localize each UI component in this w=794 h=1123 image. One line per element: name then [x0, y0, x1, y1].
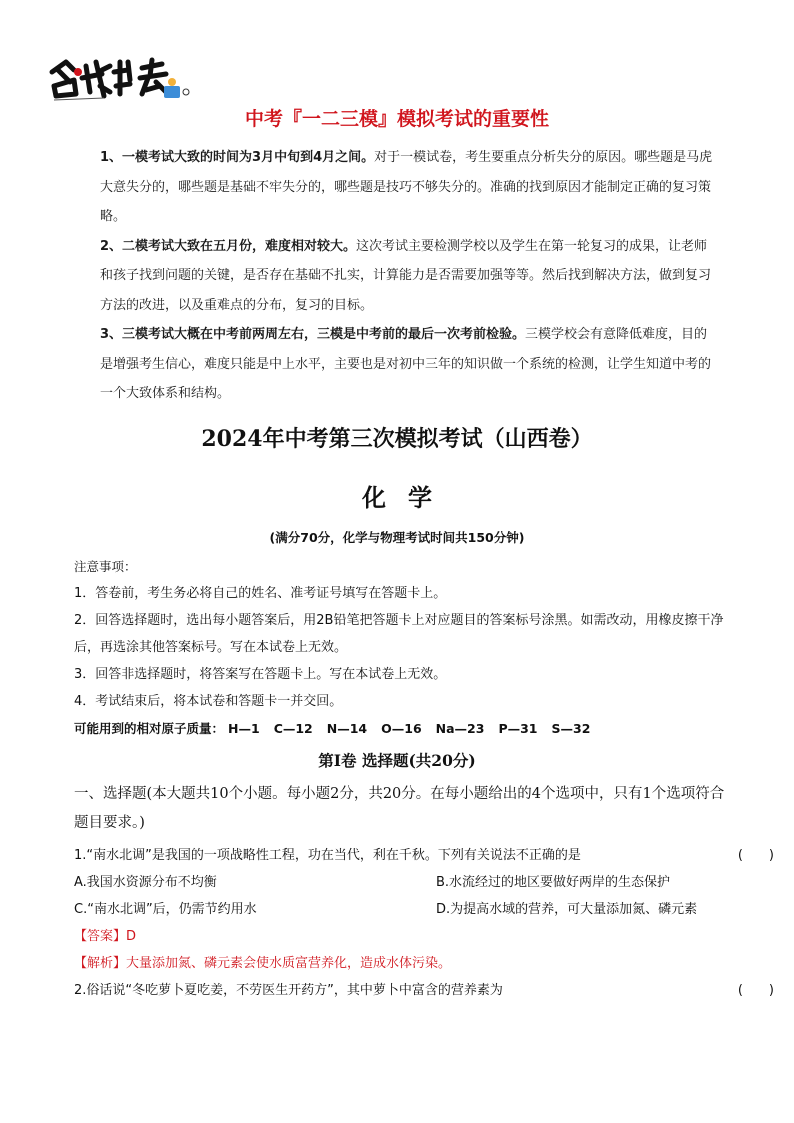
exam-info: (满分70分，化学与物理考试时间共150分钟) — [269, 530, 525, 545]
intro-title: 中考『一二三模』模拟考试的重要性 — [244, 108, 549, 130]
option-d: D.为提高水域的营养，可大量添加氮、磷元素 — [436, 902, 698, 917]
answer-value: D — [126, 929, 137, 944]
atomic-mass-line — [74, 715, 724, 742]
section-intro-text: 一、选择题(本大题共10个小题。每小题2分，共20分。在每小题给出的4个选项中，只有1个选项符合题目要求。) — [74, 786, 725, 831]
notes-heading: 注意事项： — [74, 559, 137, 574]
question-1-answer — [74, 923, 774, 950]
question-2-text: 2.俗话说“冬吃萝卜夏吃姜，不劳医生开药方”，其中萝卜中富含的营养素为 — [74, 983, 503, 998]
atomic-mass-s: S—32 — [551, 721, 591, 736]
notes-section — [74, 553, 724, 742]
intro-p2-bold: 2、二模考试大致在五月份，难度相对较大。 — [100, 238, 357, 254]
atomic-mass-h: H—1 — [228, 721, 260, 736]
intro-p1-text: 对于一模试卷，考生要重点分析失分的原因。哪些题是马虎大意失分的，哪些题是基础不牢失分的，哪些题是技巧不够失分的。准确的找到原因才能制定正确的复习策略。 — [100, 150, 713, 224]
answer-label: 【答案】 — [74, 929, 127, 944]
notes-item: 2．回答选择题时，选出每小题答案后，用2B铅笔把答题卡上对应题目的答案标号涂黑。如需改动，用橡皮擦干净后，再选涂其他答案标号。写在本试卷上无效。 — [74, 613, 724, 655]
section-title: 第Ⅰ卷 选择题(共20分) — [318, 751, 476, 770]
intro-section — [100, 143, 718, 409]
logo — [44, 52, 194, 104]
intro-p3-text: 三模学校会有意降低难度，目的是增强考生信心，难度只能是中上水平，主要也是对初中三年的知识做一个系统的检测，让学生知道中考的一个大致体系和结构。 — [100, 327, 712, 401]
option-a: A.我国水资源分布不均衡 — [74, 875, 217, 890]
notes-item: 4．考试结束后，将本试卷和答题卡一并交回。 — [74, 694, 343, 709]
section-intro — [74, 780, 734, 838]
question-1-options-row-1 — [74, 869, 774, 896]
question-1-text: 1.“南水北调”是我国的一项战略性工程，功在当代，利在千秋。下列有关说法不正确的是 — [74, 848, 581, 863]
option-b: B.水流经过的地区要做好两岸的生态保护 — [436, 875, 671, 890]
question-2-stem — [74, 977, 774, 1004]
option-c: C.“南水北调”后，仍需节约用水 — [74, 902, 257, 917]
atomic-mass-n: N—14 — [326, 721, 368, 736]
intro-paragraph-3 — [100, 320, 718, 409]
analysis-text: 大量添加氮、磷元素会使水质富营养化，造成水体污染。 — [126, 956, 452, 971]
exam-title: 2024年中考第三次模拟考试（山西卷） — [201, 426, 593, 452]
question-1-options-row-2 — [74, 896, 774, 923]
atomic-mass-p: P—31 — [498, 721, 538, 736]
notes-item: 1．答卷前，考生务必将自己的姓名、准考证号填写在答题卡上。 — [74, 586, 447, 601]
intro-p2-text: 这次考试主要检测学校以及学生在第一轮复习的成果，让老师和孩子找到问题的关键，是否存在基础不扎实，计算能力是否需要加强等等。然后找到解决方法，做到复习方法的改进，以及重难点的分布，复习的目标。 — [100, 238, 712, 313]
question-1-analysis — [74, 950, 774, 977]
intro-paragraph-1 — [100, 143, 718, 232]
atomic-mass-label: 可能用到的相对原子质量： — [74, 721, 225, 736]
question-1-stem — [74, 842, 774, 869]
atomic-mass-c: C—12 — [273, 721, 313, 736]
questions — [74, 842, 774, 1004]
intro-paragraph-2 — [100, 232, 718, 321]
atomic-mass-na: Na—23 — [435, 721, 485, 736]
notes-item: 3．回答非选择题时，将答案写在答题卡上。写在本试卷上无效。 — [74, 667, 447, 682]
logo-handwritten-icon — [44, 52, 194, 104]
intro-p3-bold: 3、三模考试大概在中考前两周左右，三模是中考前的最后一次考前检验。 — [100, 327, 526, 342]
analysis-label: 【解析】 — [74, 956, 127, 971]
intro-p1-bold: 1、一模考试大致的时间为3月中旬到4月之间。 — [100, 150, 375, 165]
atomic-mass-o: O—16 — [381, 721, 422, 736]
exam-subject: 化学 — [362, 483, 454, 512]
question-2-answer-paren: ( ) — [737, 983, 774, 998]
question-1-answer-paren: ( ) — [737, 848, 774, 863]
